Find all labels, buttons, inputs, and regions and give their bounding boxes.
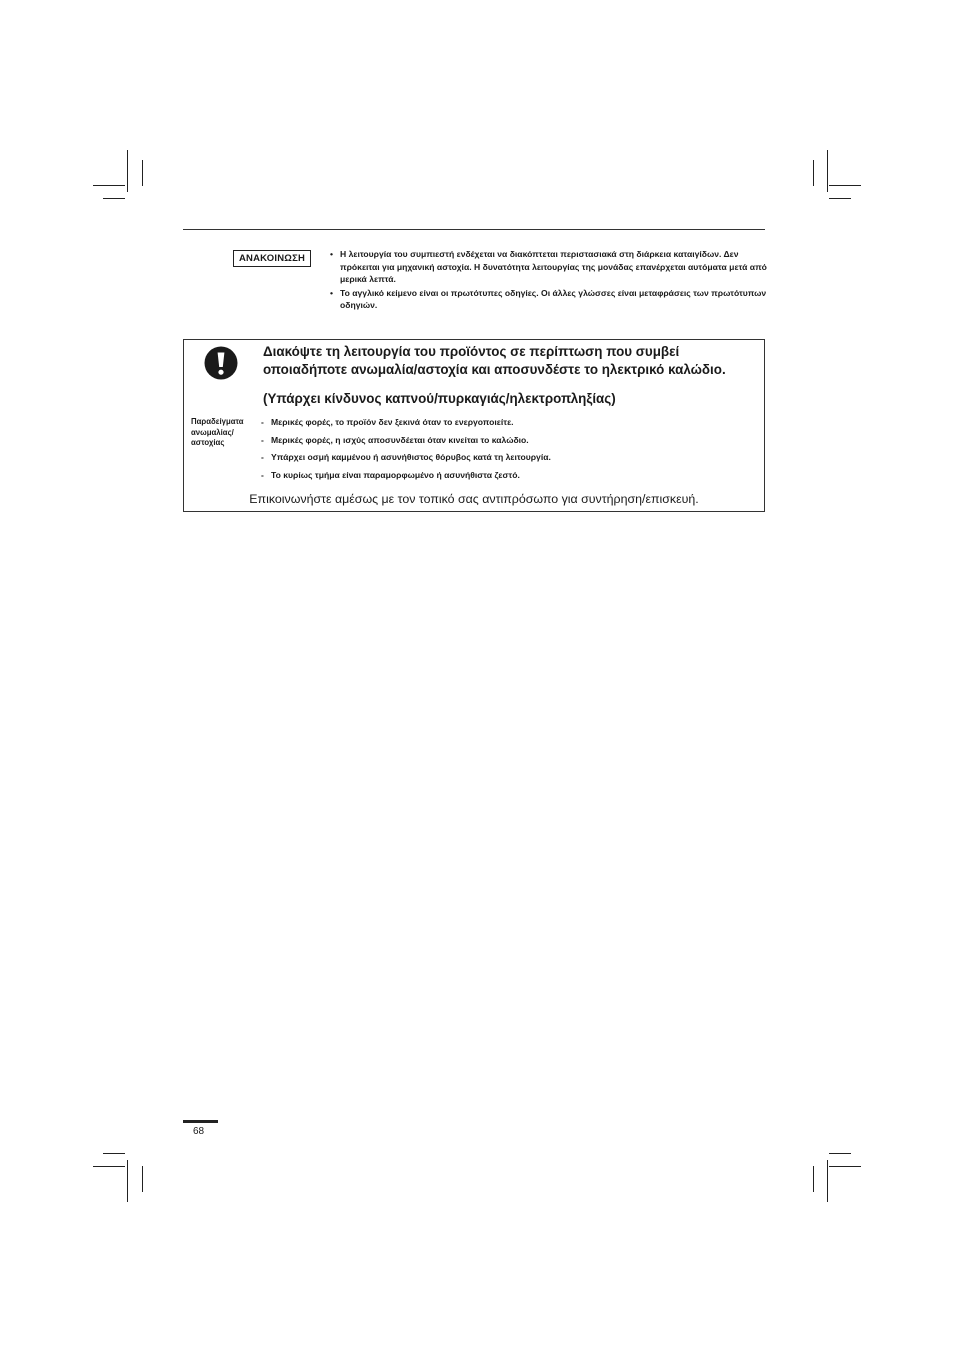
notice-list (330, 248, 770, 313)
crop-mark (829, 185, 861, 186)
examples-label-line: αστοχίας (191, 438, 225, 447)
crop-mark (827, 150, 828, 192)
crop-mark (829, 1166, 861, 1167)
crop-mark (829, 198, 851, 199)
examples-list (261, 416, 761, 486)
examples-label (191, 417, 257, 449)
example-item: - Το κυρίως τμήμα είναι παραμορφωμένο ή ασυνήθιστα ζεστό. (261, 469, 761, 481)
crop-mark (127, 1160, 128, 1202)
exclamation-icon (204, 346, 238, 380)
warning-title-line: Διακόψτε τη λειτουργία του προϊόντος σε περίπτωση που συμβεί (263, 344, 680, 359)
page-number-bar (183, 1120, 218, 1123)
crop-mark (93, 185, 125, 186)
crop-mark (93, 1166, 125, 1167)
crop-mark (813, 160, 814, 186)
crop-mark (103, 198, 125, 199)
examples-label-line: Παραδείγματα (191, 417, 244, 426)
crop-mark (813, 1166, 814, 1192)
contact-instruction: Επικοινωνήστε αμέσως με τον τοπικό σας αντιπρόσωπο για συντήρηση/επισκευή. (249, 492, 699, 506)
warning-subtitle: (Υπάρχει κίνδυνος καπνού/πυρκαγιάς/ηλεκτροπληξίας) (263, 391, 616, 406)
notice-label: ΑΝΑΚΟΙΝΩΣΗ (233, 250, 311, 267)
warning-title-line: οποιαδήποτε ανωμαλία/αστοχία και αποσυνδέστε το ηλεκτρικό καλώδιο. (263, 362, 726, 377)
crop-mark (142, 160, 143, 186)
page-number: 68 (193, 1126, 205, 1137)
crop-mark (827, 1160, 828, 1202)
header-rule (183, 229, 765, 230)
crop-mark (829, 1153, 851, 1154)
crop-mark (103, 1153, 125, 1154)
example-item: - Μερικές φορές, το προϊόν δεν ξεκινά όταν το ενεργοποιείτε. (261, 416, 761, 428)
notice-item: • Το αγγλικό κείμενο είναι οι πρωτότυπες οδηγίες. Οι άλλες γλώσσες είναι μεταφράσεις των πρωτότυπων οδηγιών. (330, 287, 770, 312)
example-item: - Υπάρχει οσμή καμμένου ή ασυνήθιστος θόρυβος κατά τη λειτουργία. (261, 451, 761, 463)
example-item: - Μερικές φορές, η ισχύς αποσυνδέεται όταν κινείται το καλώδιο. (261, 434, 761, 446)
notice-item: • Η λειτουργία του συμπιεστή ενδέχεται να διακόπτεται περιστασιακά στη διάρκεια καταιγίδων. Δεν πρόκειται για μηχανική αστοχία. Η δυνατότητα λειτουργίας της μονάδας επανέρχεται αυτόματα μετά από μερικά λεπτά. (330, 248, 770, 286)
crop-mark (127, 150, 128, 192)
crop-mark (142, 1166, 143, 1192)
examples-label-line: ανωμαλίας/ (191, 427, 234, 437)
warning-title (263, 343, 763, 379)
